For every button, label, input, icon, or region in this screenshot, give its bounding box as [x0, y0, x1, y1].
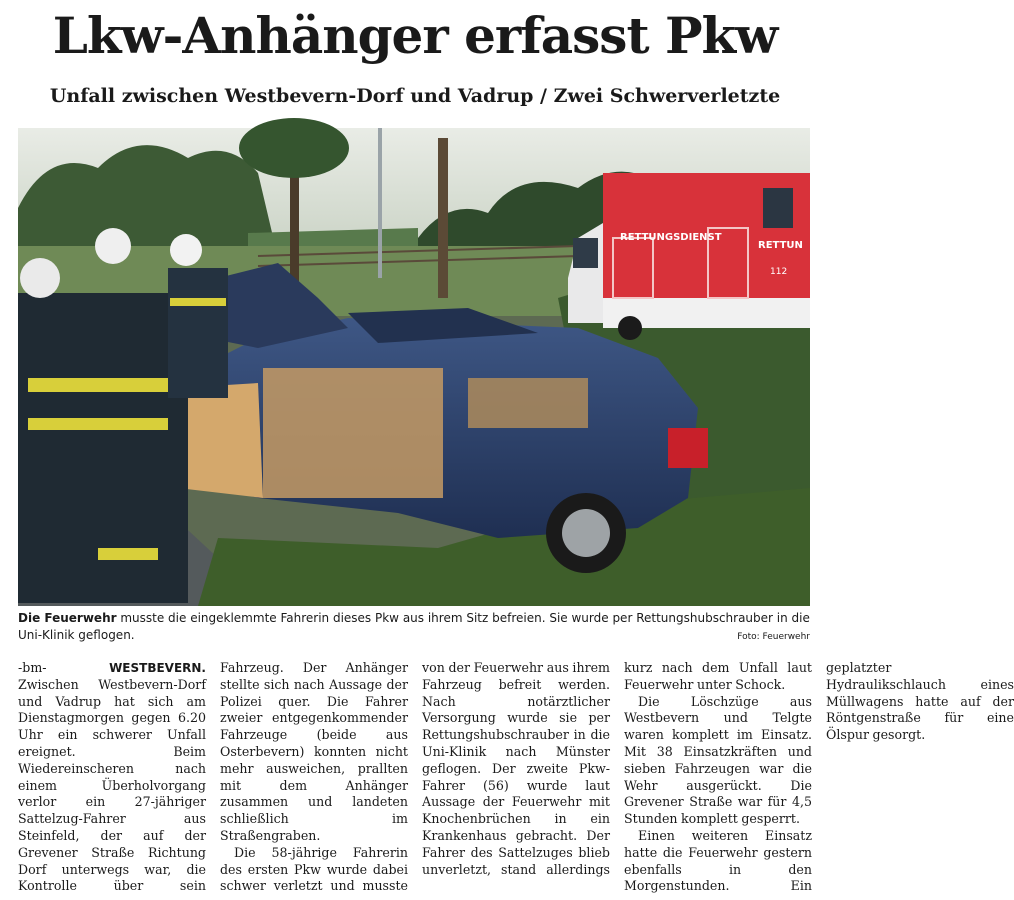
caption-text: musste die eingeklemmte Fahrerin dieses Pkw aus ihrem Sitz befreien. Sie wurde per Rettungshubschrauber in die Uni-Klinik geflogen.	[18, 611, 810, 642]
photo-credit: Foto: Feuerwehr	[737, 632, 810, 642]
paragraph-1: Zwischen Westbevern-Dorf und Vadrup hat sich am Dienstagmorgen gegen 6.20 Uhr ein schwerer Unfall ereignet. Beim Wiedereinscheren nach einem Überholvorgang verlor ein 27-jähriger Sattelzug-Fahrer aus Steinfeld, der auf der Grevener Straße Richtung Dorf unterwegs war, die Kontrolle über sein Fahrzeug. Der Anhänger stellte sich nach Aussage der Polizei quer. Die Fahrer zweier entgegenkommender Fahrzeuge (beide aus Osterbevern) konnten nicht mehr ausweichen, prallten mit dem Anhänger zusammen und landeten schließlich im Straßengraben.	[18, 660, 408, 894]
paragraph-3: Die Löschzüge aus Westbevern und Telgte waren komplett im Einsatz. Mit 38 Einsatzkräften und sieben Fahrzeugen war die Wehr ausgerückt. Die Grevener Straße war für 4,5 Stunden komplett gesperrt.	[624, 693, 812, 827]
subheadline: Unfall zwischen Westbevern-Dorf und Vadrup / Zwei Schwerverletzte	[49, 85, 781, 107]
paragraph-2: Die 58-jährige Fahrerin des ersten Pkw wurde dabei schwer verletzt und musste von der Feuerwehr aus ihrem Fahrzeug befreit werden. Nach notärztlicher Versorgung wurde sie per Rettungshubschrauber in die Uni-Klinik nach Münster geflogen. Der zweite Pkw-Fahrer (56) wurde laut Aussage der Feuerwehr mit Knochenbrüchen in ein Krankenhaus gebracht. Der Fahrer des Sattelzuges blieb unverletzt, stand allerdings kurz nach dem Unfall laut Feuerwehr unter Schock.	[220, 660, 812, 894]
article-body	[18, 660, 1014, 896]
column-1	[18, 660, 1014, 896]
ambulance-side-label: RETTUN	[758, 240, 803, 251]
accident-photo	[18, 128, 810, 606]
photo-caption	[18, 610, 810, 644]
headline: Lkw-Anhänger erfasst Pkw	[52, 6, 778, 65]
ambulance-number: 112	[770, 267, 788, 277]
ambulance-label: RETTUNGSDIENST	[620, 232, 722, 243]
ambulance	[568, 173, 810, 340]
author: -bm-	[18, 660, 47, 675]
dateline: WESTBEVERN.	[109, 661, 206, 675]
paragraph-4: Einen weiteren Einsatz hatte die Feuerwehr gestern ebenfalls in den Morgenstunden. Ein geplatzter Hydraulikschlauch eines Müllwagens hatte auf der Röntgenstraße für eine Ölspur gesorgt.	[624, 660, 1014, 894]
caption-lead: Die Feuerwehr	[18, 611, 117, 625]
